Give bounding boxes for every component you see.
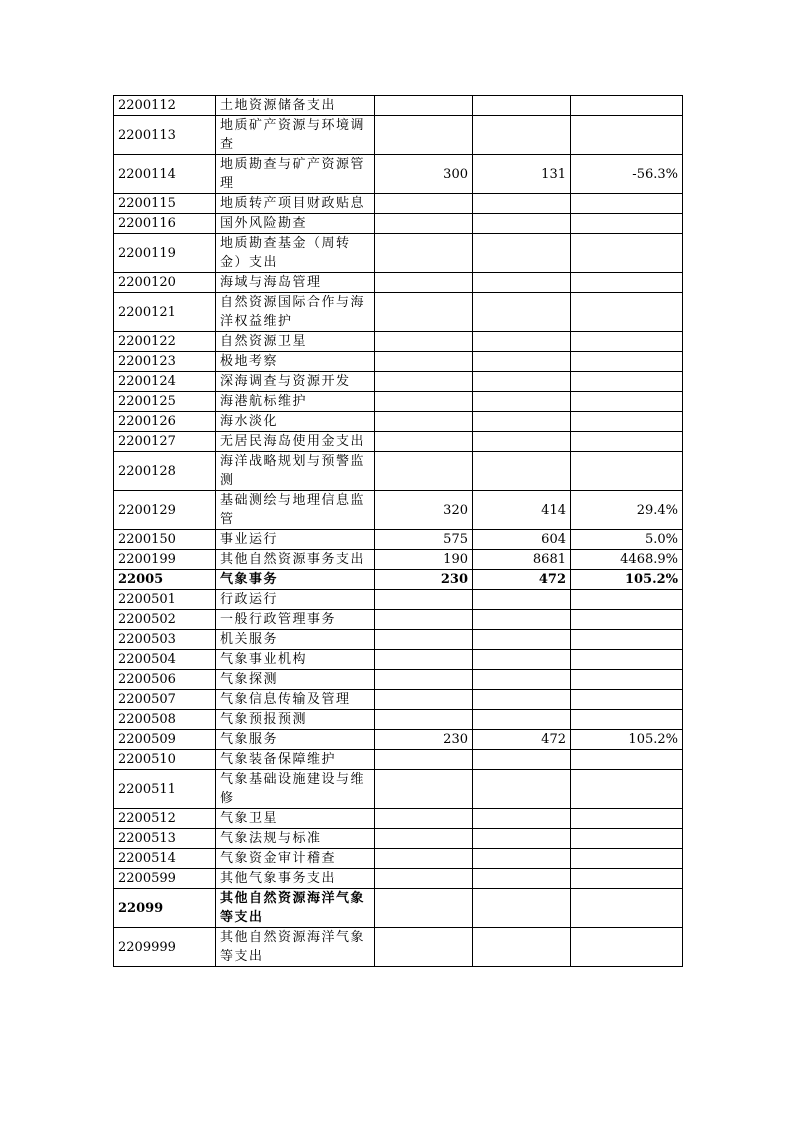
table-row — [114, 96, 683, 116]
table-row — [114, 869, 683, 889]
item-name-cell: 地质勘查基金（周转金）支出 — [216, 234, 375, 273]
table-row — [114, 829, 683, 849]
budget-value-cell — [375, 96, 473, 116]
budget-value-cell — [375, 412, 473, 432]
code-cell: 2200514 — [114, 849, 216, 869]
actual-value-cell — [473, 889, 571, 928]
change-rate-cell — [571, 412, 683, 432]
actual-value-cell: 472 — [473, 730, 571, 750]
change-rate-cell — [571, 214, 683, 234]
change-rate-cell — [571, 194, 683, 214]
change-rate-cell — [571, 96, 683, 116]
budget-value-cell — [375, 372, 473, 392]
change-rate-cell: 4468.9% — [571, 550, 683, 570]
code-cell: 2200129 — [114, 491, 216, 530]
change-rate-cell: 29.4% — [571, 491, 683, 530]
item-name-cell: 气象资金审计稽查 — [216, 849, 375, 869]
budget-value-cell — [375, 116, 473, 155]
table-row — [114, 570, 683, 590]
table-row — [114, 452, 683, 491]
change-rate-cell — [571, 234, 683, 273]
change-rate-cell — [571, 650, 683, 670]
actual-value-cell — [473, 650, 571, 670]
item-name-cell: 事业运行 — [216, 530, 375, 550]
table-row — [114, 770, 683, 809]
item-name-cell: 气象法规与标准 — [216, 829, 375, 849]
item-name-cell: 气象事业机构 — [216, 650, 375, 670]
change-rate-cell — [571, 889, 683, 928]
code-cell: 2200506 — [114, 670, 216, 690]
code-cell: 2200124 — [114, 372, 216, 392]
actual-value-cell — [473, 194, 571, 214]
code-cell: 2200599 — [114, 869, 216, 889]
code-cell: 22099 — [114, 889, 216, 928]
table-row — [114, 809, 683, 829]
item-name-cell: 无居民海岛使用金支出 — [216, 432, 375, 452]
change-rate-cell — [571, 432, 683, 452]
code-cell: 2200114 — [114, 155, 216, 194]
table-row — [114, 392, 683, 412]
actual-value-cell — [473, 849, 571, 869]
actual-value-cell — [473, 590, 571, 610]
table-row — [114, 530, 683, 550]
table-row — [114, 352, 683, 372]
table-row — [114, 194, 683, 214]
change-rate-cell — [571, 690, 683, 710]
code-cell: 2200125 — [114, 392, 216, 412]
actual-value-cell — [473, 829, 571, 849]
table-row — [114, 332, 683, 352]
table-row — [114, 590, 683, 610]
actual-value-cell — [473, 452, 571, 491]
budget-value-cell — [375, 650, 473, 670]
change-rate-cell — [571, 452, 683, 491]
table-row — [114, 372, 683, 392]
change-rate-cell — [571, 116, 683, 155]
code-cell: 2200511 — [114, 770, 216, 809]
budget-value-cell — [375, 889, 473, 928]
code-cell: 2200128 — [114, 452, 216, 491]
budget-value-cell — [375, 194, 473, 214]
budget-value-cell: 230 — [375, 730, 473, 750]
actual-value-cell — [473, 214, 571, 234]
code-cell: 2200513 — [114, 829, 216, 849]
table-body — [114, 96, 683, 967]
actual-value-cell — [473, 273, 571, 293]
change-rate-cell — [571, 332, 683, 352]
table-row — [114, 155, 683, 194]
actual-value-cell — [473, 630, 571, 650]
change-rate-cell — [571, 869, 683, 889]
code-cell: 22005 — [114, 570, 216, 590]
change-rate-cell: 5.0% — [571, 530, 683, 550]
budget-value-cell: 575 — [375, 530, 473, 550]
table-row — [114, 928, 683, 967]
actual-value-cell — [473, 610, 571, 630]
code-cell: 2200112 — [114, 96, 216, 116]
budget-value-cell — [375, 214, 473, 234]
item-name-cell: 气象事务 — [216, 570, 375, 590]
item-name-cell: 其他自然资源海洋气象等支出 — [216, 928, 375, 967]
actual-value-cell — [473, 770, 571, 809]
item-name-cell: 海水淡化 — [216, 412, 375, 432]
item-name-cell: 基础测绘与地理信息监管 — [216, 491, 375, 530]
actual-value-cell: 414 — [473, 491, 571, 530]
code-cell: 2200199 — [114, 550, 216, 570]
item-name-cell: 其他气象事务支出 — [216, 869, 375, 889]
code-cell: 2200503 — [114, 630, 216, 650]
actual-value-cell — [473, 412, 571, 432]
code-cell: 2200122 — [114, 332, 216, 352]
item-name-cell: 气象服务 — [216, 730, 375, 750]
change-rate-cell: 105.2% — [571, 570, 683, 590]
actual-value-cell — [473, 392, 571, 412]
code-cell: 2200507 — [114, 690, 216, 710]
change-rate-cell — [571, 610, 683, 630]
change-rate-cell — [571, 750, 683, 770]
budget-value-cell — [375, 869, 473, 889]
table-row — [114, 610, 683, 630]
actual-value-cell — [473, 809, 571, 829]
actual-value-cell: 472 — [473, 570, 571, 590]
change-rate-cell: 105.2% — [571, 730, 683, 750]
actual-value-cell — [473, 750, 571, 770]
code-cell: 2200508 — [114, 710, 216, 730]
code-cell: 2200121 — [114, 293, 216, 332]
code-cell: 2200150 — [114, 530, 216, 550]
change-rate-cell — [571, 710, 683, 730]
budget-value-cell: 190 — [375, 550, 473, 570]
table-row — [114, 630, 683, 650]
table-row — [114, 670, 683, 690]
table-row — [114, 293, 683, 332]
actual-value-cell — [473, 293, 571, 332]
code-cell: 2200512 — [114, 809, 216, 829]
item-name-cell: 自然资源国际合作与海洋权益维护 — [216, 293, 375, 332]
item-name-cell: 气象探测 — [216, 670, 375, 690]
change-rate-cell — [571, 630, 683, 650]
actual-value-cell — [473, 670, 571, 690]
item-name-cell: 一般行政管理事务 — [216, 610, 375, 630]
code-cell: 2200113 — [114, 116, 216, 155]
budget-value-cell — [375, 352, 473, 372]
item-name-cell: 海洋战略规划与预警监测 — [216, 452, 375, 491]
budget-value-cell — [375, 928, 473, 967]
actual-value-cell — [473, 432, 571, 452]
actual-value-cell — [473, 116, 571, 155]
code-cell: 2200127 — [114, 432, 216, 452]
item-name-cell: 气象卫星 — [216, 809, 375, 829]
item-name-cell: 国外风险勘查 — [216, 214, 375, 234]
code-cell: 2200504 — [114, 650, 216, 670]
table-row — [114, 690, 683, 710]
table-row — [114, 550, 683, 570]
code-cell: 2200126 — [114, 412, 216, 432]
change-rate-cell — [571, 372, 683, 392]
table-row — [114, 491, 683, 530]
code-cell: 2200119 — [114, 234, 216, 273]
budget-value-cell — [375, 332, 473, 352]
budget-value-cell — [375, 590, 473, 610]
budget-value-cell — [375, 770, 473, 809]
item-name-cell: 极地考察 — [216, 352, 375, 372]
table-row — [114, 849, 683, 869]
item-name-cell: 地质勘查与矿产资源管理 — [216, 155, 375, 194]
change-rate-cell — [571, 849, 683, 869]
change-rate-cell — [571, 928, 683, 967]
change-rate-cell: -56.3% — [571, 155, 683, 194]
change-rate-cell — [571, 590, 683, 610]
actual-value-cell — [473, 928, 571, 967]
budget-value-cell — [375, 452, 473, 491]
item-name-cell: 其他自然资源事务支出 — [216, 550, 375, 570]
budget-value-cell — [375, 849, 473, 869]
item-name-cell: 土地资源储备支出 — [216, 96, 375, 116]
table-row — [114, 889, 683, 928]
table-row — [114, 432, 683, 452]
budget-value-cell — [375, 273, 473, 293]
item-name-cell: 气象预报预测 — [216, 710, 375, 730]
budget-table — [113, 95, 683, 967]
item-name-cell: 其他自然资源海洋气象等支出 — [216, 889, 375, 928]
change-rate-cell — [571, 829, 683, 849]
code-cell: 2200123 — [114, 352, 216, 372]
code-cell: 2200502 — [114, 610, 216, 630]
item-name-cell: 海域与海岛管理 — [216, 273, 375, 293]
code-cell: 2200509 — [114, 730, 216, 750]
change-rate-cell — [571, 770, 683, 809]
item-name-cell: 行政运行 — [216, 590, 375, 610]
actual-value-cell — [473, 96, 571, 116]
item-name-cell: 气象基础设施建设与维修 — [216, 770, 375, 809]
code-cell: 2200116 — [114, 214, 216, 234]
actual-value-cell — [473, 869, 571, 889]
item-name-cell: 气象信息传输及管理 — [216, 690, 375, 710]
table-row — [114, 750, 683, 770]
budget-value-cell — [375, 710, 473, 730]
item-name-cell: 地质转产项目财政贴息 — [216, 194, 375, 214]
budget-value-cell — [375, 392, 473, 412]
change-rate-cell — [571, 352, 683, 372]
table-row — [114, 710, 683, 730]
actual-value-cell — [473, 332, 571, 352]
change-rate-cell — [571, 670, 683, 690]
table-row — [114, 234, 683, 273]
budget-value-cell: 320 — [375, 491, 473, 530]
budget-value-cell — [375, 234, 473, 273]
change-rate-cell — [571, 809, 683, 829]
budget-value-cell — [375, 750, 473, 770]
budget-value-cell — [375, 432, 473, 452]
item-name-cell: 海港航标维护 — [216, 392, 375, 412]
budget-value-cell — [375, 630, 473, 650]
item-name-cell: 自然资源卫星 — [216, 332, 375, 352]
table-row — [114, 650, 683, 670]
actual-value-cell: 131 — [473, 155, 571, 194]
change-rate-cell — [571, 293, 683, 332]
code-cell: 2200501 — [114, 590, 216, 610]
code-cell: 2200115 — [114, 194, 216, 214]
code-cell: 2209999 — [114, 928, 216, 967]
budget-value-cell — [375, 690, 473, 710]
actual-value-cell — [473, 710, 571, 730]
budget-value-cell — [375, 610, 473, 630]
item-name-cell: 气象装备保障维护 — [216, 750, 375, 770]
item-name-cell: 机关服务 — [216, 630, 375, 650]
table-row — [114, 412, 683, 432]
actual-value-cell: 8681 — [473, 550, 571, 570]
actual-value-cell — [473, 690, 571, 710]
budget-value-cell: 300 — [375, 155, 473, 194]
item-name-cell: 地质矿产资源与环境调查 — [216, 116, 375, 155]
budget-value-cell — [375, 293, 473, 332]
actual-value-cell — [473, 372, 571, 392]
table-row — [114, 273, 683, 293]
budget-value-cell: 230 — [375, 570, 473, 590]
change-rate-cell — [571, 392, 683, 412]
budget-value-cell — [375, 829, 473, 849]
item-name-cell: 深海调查与资源开发 — [216, 372, 375, 392]
actual-value-cell: 604 — [473, 530, 571, 550]
code-cell: 2200510 — [114, 750, 216, 770]
table-row — [114, 116, 683, 155]
change-rate-cell — [571, 273, 683, 293]
table-row — [114, 214, 683, 234]
actual-value-cell — [473, 352, 571, 372]
actual-value-cell — [473, 234, 571, 273]
table-row — [114, 730, 683, 750]
budget-value-cell — [375, 809, 473, 829]
budget-value-cell — [375, 670, 473, 690]
code-cell: 2200120 — [114, 273, 216, 293]
